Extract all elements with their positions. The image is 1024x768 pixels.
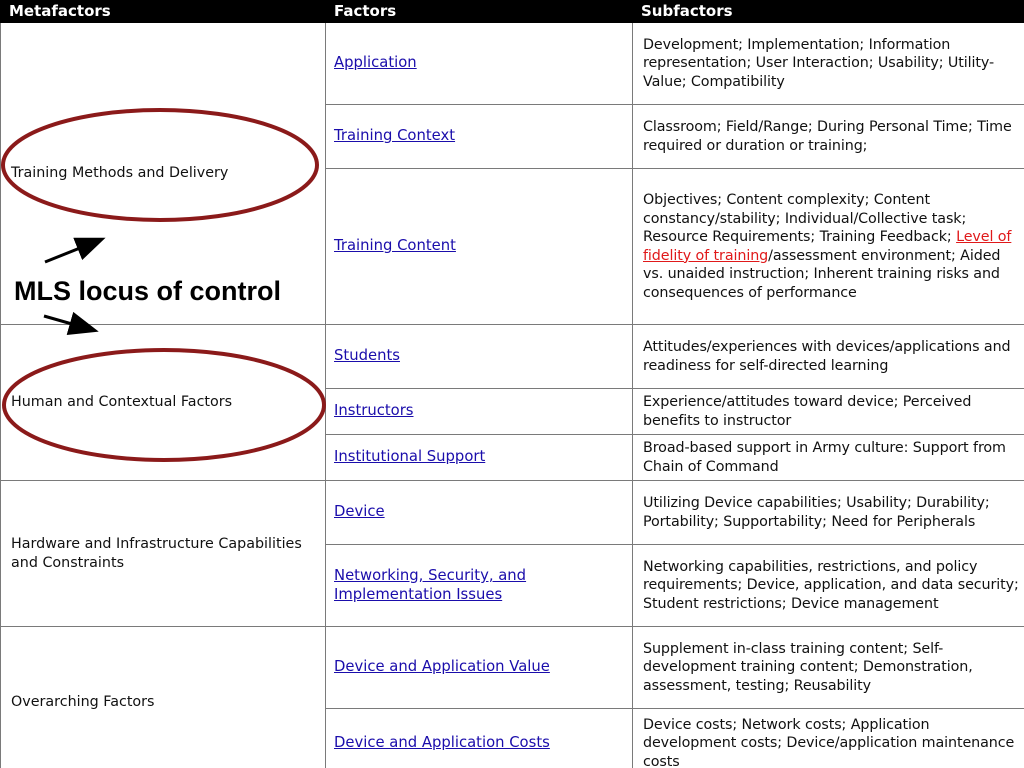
factor-cell	[326, 709, 633, 768]
fidelity-link[interactable]: Level of fidelity of training	[643, 229, 1012, 264]
table-row	[1, 325, 1024, 389]
table-row	[1, 23, 1024, 105]
table-row	[1, 481, 1024, 545]
header-row	[1, 1, 1024, 23]
factor-cell	[326, 325, 633, 389]
subfactor-text: Objectives; Content complexity; Content constancy/stability; Individual/Collective task; Resource Requirements; Training Feedback;	[643, 192, 967, 245]
metafactor-cell: Overarching Factors	[1, 627, 326, 768]
factor-link-students[interactable]: Students	[334, 347, 400, 365]
factor-cell	[326, 627, 633, 709]
factor-link-institutional-support[interactable]: Institutional Support	[334, 448, 486, 466]
header-metafactors: Metafactors	[1, 1, 326, 23]
factor-cell	[326, 435, 633, 481]
header-subfactors: Subfactors	[633, 1, 1024, 23]
mls-locus-label: MLS locus of control	[14, 276, 281, 306]
subfactor-cell: Experience/attitudes toward device; Perceived benefits to instructor	[633, 389, 1024, 435]
header-factors: Factors	[326, 1, 633, 23]
table-row	[1, 627, 1024, 709]
subfactor-cell: Networking capabilities, restrictions, and policy requirements; Device, application, and data security; Student restrictions; Device management	[633, 545, 1024, 627]
factor-link-application[interactable]: Application	[334, 54, 417, 72]
factor-cell	[326, 545, 633, 627]
factor-cell	[326, 105, 633, 169]
metafactor-cell: Training Methods and Delivery	[1, 23, 326, 325]
factor-cell	[326, 481, 633, 545]
factor-link-instructors[interactable]: Instructors	[334, 402, 414, 420]
subfactor-cell	[633, 169, 1024, 325]
subfactor-cell: Classroom; Field/Range; During Personal Time; Time required or duration or training;	[633, 105, 1024, 169]
factor-link-device-application-value[interactable]: Device and Application Value	[334, 658, 550, 676]
subfactor-cell: Device costs; Network costs; Application development costs; Device/application maintenance costs	[633, 709, 1024, 768]
factor-link-training-context[interactable]: Training Context	[334, 127, 456, 145]
metafactor-cell: Human and Contextual Factors	[1, 325, 326, 481]
factor-link-networking[interactable]: Networking, Security, and Implementation Issues	[334, 567, 527, 603]
subfactor-cell: Utilizing Device capabilities; Usability; Durability; Portability; Supportability; Need for Peripherals	[633, 481, 1024, 545]
metafactor-cell: Hardware and Infrastructure Capabilities and Constraints	[1, 481, 326, 627]
factor-cell	[326, 169, 633, 325]
subfactor-cell: Broad-based support in Army culture: Support from Chain of Command	[633, 435, 1024, 481]
subfactor-cell: Attitudes/experiences with devices/applications and readiness for self-directed learning	[633, 325, 1024, 389]
factor-link-device[interactable]: Device	[334, 503, 385, 521]
factor-cell	[326, 23, 633, 105]
factor-link-device-application-costs[interactable]: Device and Application Costs	[334, 734, 550, 752]
subfactor-cell: Development; Implementation; Information representation; User Interaction; Usability; Utility-Value; Compatibility	[633, 23, 1024, 105]
subfactor-cell: Supplement in-class training content; Self-development training content; Demonstration, assessment, testing; Reusability	[633, 627, 1024, 709]
factor-link-training-content[interactable]: Training Content	[334, 237, 456, 255]
subfactor-text: /assessment environment; Aided vs. unaided instruction; Inherent training risks and consequences of performance	[643, 247, 1001, 301]
factor-cell	[326, 389, 633, 435]
